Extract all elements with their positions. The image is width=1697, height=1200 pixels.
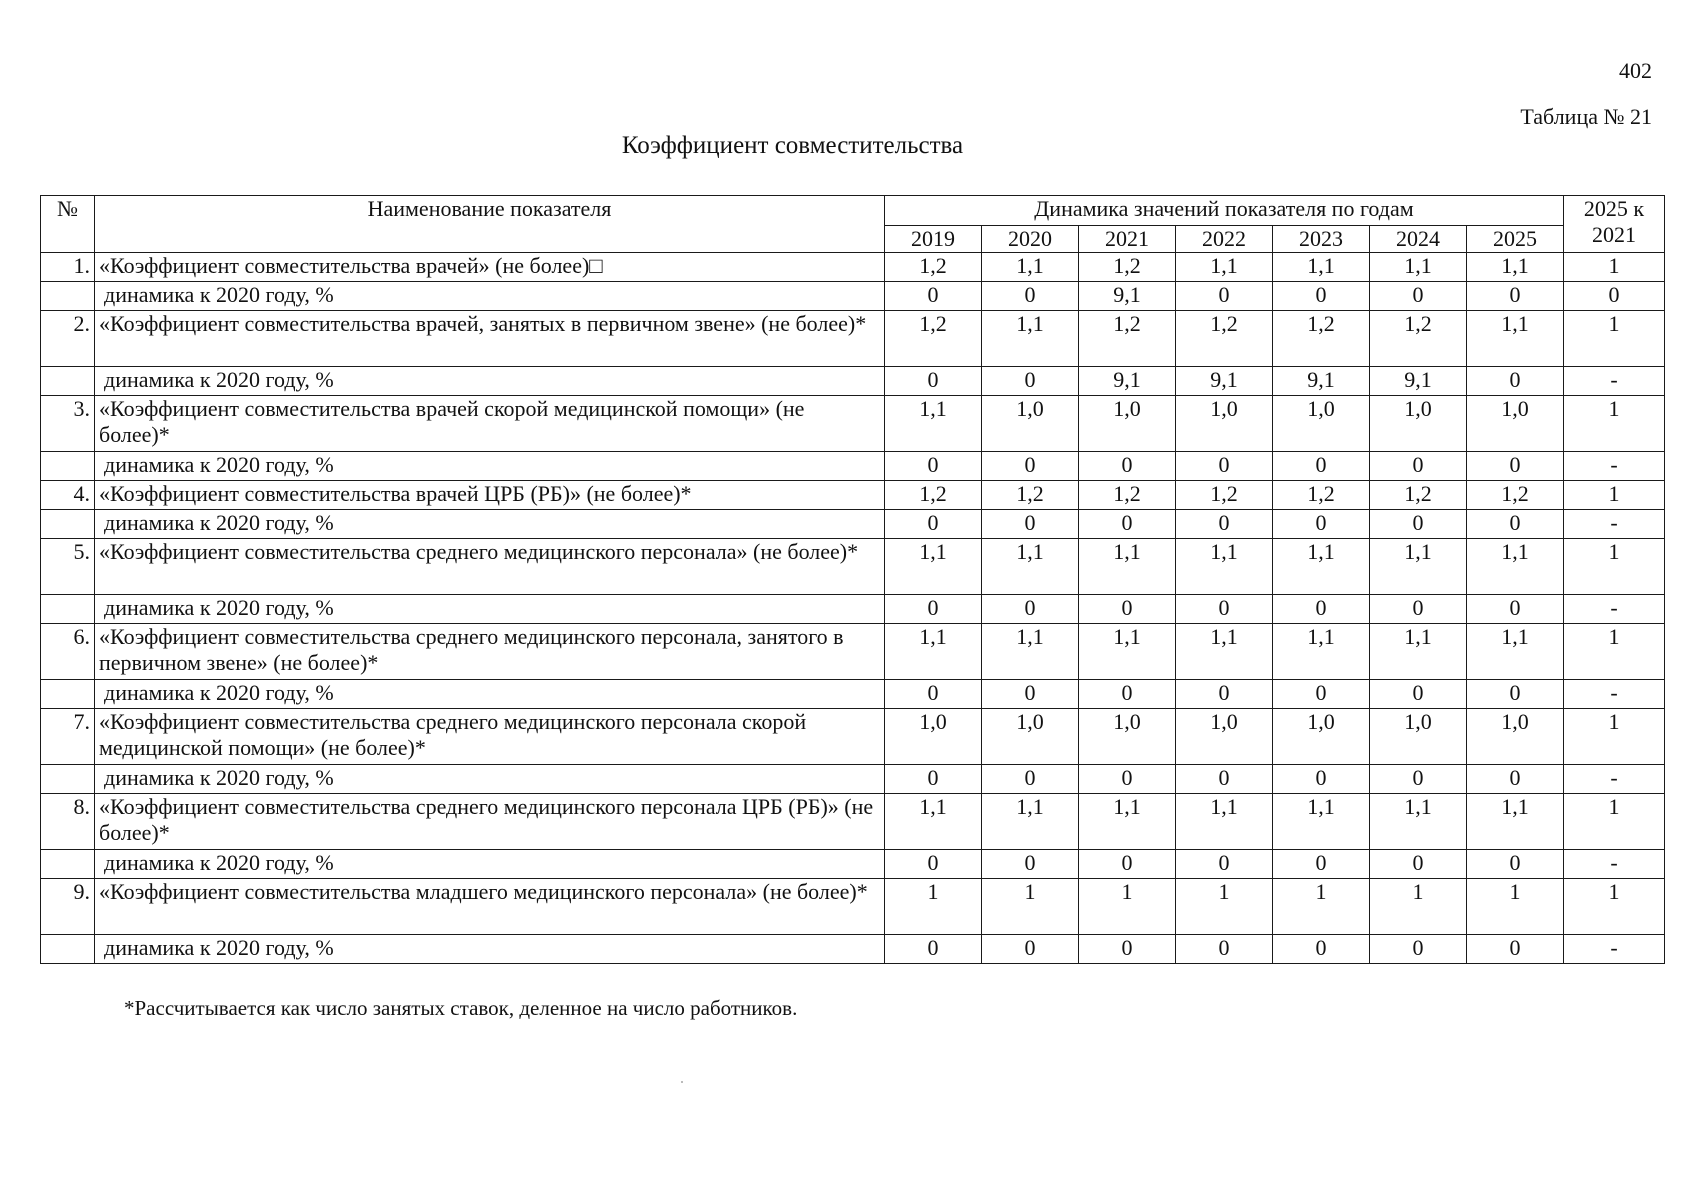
year-value: 1,1 [982, 311, 1079, 367]
dynamics-label: динамика к 2020 году, % [95, 595, 885, 624]
year-value: 1,0 [1370, 396, 1467, 452]
year-value: 1,1 [1273, 624, 1370, 680]
year-value: 1,1 [1370, 624, 1467, 680]
indicator-name: «Коэффициент совместительства врачей» (не более)□ [95, 253, 885, 282]
year-value: 1 [885, 879, 982, 935]
dynamics-label: динамика к 2020 году, % [95, 765, 885, 794]
year-value: 1,2 [1176, 481, 1273, 510]
ratio-value: 1 [1564, 481, 1665, 510]
dynamics-label: динамика к 2020 году, % [95, 367, 885, 396]
year-value: 1,2 [1467, 481, 1564, 510]
year-value: 1,1 [1176, 539, 1273, 595]
year-value: 9,1 [1273, 367, 1370, 396]
row-number: 5. [41, 539, 95, 595]
year-value: 0 [885, 850, 982, 879]
indicator-name: «Коэффициент совместительства врачей ЦРБ (РБ)» (не более)* [95, 481, 885, 510]
dynamics-row [41, 595, 1665, 624]
year-value: 0 [1176, 680, 1273, 709]
year-value: 9,1 [1176, 367, 1273, 396]
year-value: 1,2 [1370, 481, 1467, 510]
year-value: 1,1 [1176, 253, 1273, 282]
year-value: 1,1 [885, 794, 982, 850]
year-value: 1,0 [982, 709, 1079, 765]
header-year: 2020 [982, 226, 1079, 253]
year-value: 0 [1273, 680, 1370, 709]
year-value: 1,2 [1273, 311, 1370, 367]
header-year: 2019 [885, 226, 982, 253]
row-number [41, 282, 95, 311]
dynamics-label: динамика к 2020 году, % [95, 850, 885, 879]
year-value: 0 [885, 680, 982, 709]
year-value: 1,1 [1467, 794, 1564, 850]
year-value: 1,2 [1079, 481, 1176, 510]
year-value: 1,1 [1370, 253, 1467, 282]
year-value: 0 [1176, 935, 1273, 964]
year-value: 0 [1079, 765, 1176, 794]
ratio-value: 1 [1564, 396, 1665, 452]
footnote: *Рассчитывается как число занятых ставок, деленное на число работников. [124, 996, 798, 1020]
row-number [41, 510, 95, 539]
ratio-value: - [1564, 367, 1665, 396]
year-value: 0 [1370, 765, 1467, 794]
row-number: 4. [41, 481, 95, 510]
year-value: 0 [1079, 850, 1176, 879]
dynamics-label: динамика к 2020 году, % [95, 282, 885, 311]
year-value: 1,0 [1176, 709, 1273, 765]
ratio-value: - [1564, 765, 1665, 794]
indicator-name: «Коэффициент совместительства среднего медицинского персонала ЦРБ (РБ)» (не более)* [95, 794, 885, 850]
year-value: 0 [1176, 282, 1273, 311]
year-value: 1,2 [1273, 481, 1370, 510]
year-value: 1,2 [1079, 253, 1176, 282]
ratio-value: 1 [1564, 624, 1665, 680]
year-value: 1,0 [1370, 709, 1467, 765]
indicator-name: «Коэффициент совместительства среднего медицинского персонала скорой медицинской помощи» (не более)* [95, 709, 885, 765]
ratio-value: - [1564, 452, 1665, 481]
year-value: 1,0 [1273, 396, 1370, 452]
year-value: 1,1 [1467, 539, 1564, 595]
year-value: 0 [982, 850, 1079, 879]
year-value: 0 [1079, 510, 1176, 539]
dynamics-row [41, 680, 1665, 709]
year-value: 1,2 [1079, 311, 1176, 367]
year-value: 0 [1273, 935, 1370, 964]
year-value: 0 [1370, 680, 1467, 709]
year-value: 0 [982, 935, 1079, 964]
year-value: 0 [982, 452, 1079, 481]
year-value: 1,1 [1273, 539, 1370, 595]
year-value: 0 [885, 935, 982, 964]
year-value: 0 [1176, 510, 1273, 539]
year-value: 0 [982, 367, 1079, 396]
row-number: 9. [41, 879, 95, 935]
scan-speck [681, 1081, 683, 1083]
year-value: 0 [1370, 850, 1467, 879]
ratio-value: 1 [1564, 709, 1665, 765]
ratio-value: - [1564, 935, 1665, 964]
row-number [41, 935, 95, 964]
year-value: 1,0 [1176, 396, 1273, 452]
year-value: 1,1 [1467, 311, 1564, 367]
year-value: 0 [1467, 680, 1564, 709]
header-year: 2025 [1467, 226, 1564, 253]
year-value: 1,0 [1079, 709, 1176, 765]
year-value: 1,0 [1079, 396, 1176, 452]
document-title: Коэффициент совместительства [621, 132, 964, 159]
indicator-row [41, 481, 1665, 510]
dynamics-row [41, 850, 1665, 879]
indicator-row [41, 253, 1665, 282]
year-value: 0 [1273, 452, 1370, 481]
year-value: 1,1 [1176, 624, 1273, 680]
year-value: 1 [982, 879, 1079, 935]
year-value: 1,2 [1176, 311, 1273, 367]
indicator-table [40, 195, 1665, 964]
row-number [41, 367, 95, 396]
year-value: 0 [1273, 282, 1370, 311]
year-value: 0 [1273, 850, 1370, 879]
year-value: 1 [1176, 879, 1273, 935]
year-value: 0 [1467, 765, 1564, 794]
row-number: 6. [41, 624, 95, 680]
year-value: 1,0 [982, 396, 1079, 452]
year-value: 1 [1370, 879, 1467, 935]
year-value: 1,0 [1467, 709, 1564, 765]
indicator-name: «Коэффициент совместительства среднего медицинского персонала» (не более)* [95, 539, 885, 595]
year-value: 1,0 [885, 709, 982, 765]
indicator-name: «Коэффициент совместительства младшего медицинского персонала» (не более)* [95, 879, 885, 935]
year-value: 1,2 [885, 481, 982, 510]
header-year: 2022 [1176, 226, 1273, 253]
ratio-value: 1 [1564, 253, 1665, 282]
year-value: 9,1 [1079, 282, 1176, 311]
header-year: 2023 [1273, 226, 1370, 253]
year-value: 0 [1467, 850, 1564, 879]
row-number [41, 680, 95, 709]
ratio-value: - [1564, 680, 1665, 709]
year-value: 0 [885, 367, 982, 396]
page-number: 402 [1619, 58, 1652, 83]
table-label: Таблица № 21 [1520, 104, 1652, 129]
row-number: 8. [41, 794, 95, 850]
year-value: 1,0 [1467, 396, 1564, 452]
year-value: 0 [982, 282, 1079, 311]
indicator-row [41, 311, 1665, 367]
ratio-value: - [1564, 510, 1665, 539]
year-value: 1,1 [1079, 539, 1176, 595]
year-value: 1,1 [982, 624, 1079, 680]
year-value: 0 [1079, 935, 1176, 964]
row-number: 1. [41, 253, 95, 282]
dynamics-row [41, 765, 1665, 794]
year-value: 1,0 [1273, 709, 1370, 765]
year-value: 0 [1370, 510, 1467, 539]
year-value: 0 [1273, 765, 1370, 794]
row-number: 2. [41, 311, 95, 367]
row-number: 7. [41, 709, 95, 765]
year-value: 1 [1079, 879, 1176, 935]
indicator-name: «Коэффициент совместительства врачей, занятых в первичном звене» (не более)* [95, 311, 885, 367]
ratio-value: - [1564, 595, 1665, 624]
year-value: 0 [1273, 510, 1370, 539]
year-value: 1,1 [1079, 794, 1176, 850]
year-value: 0 [1176, 850, 1273, 879]
year-value: 0 [1467, 510, 1564, 539]
year-value: 1 [1273, 879, 1370, 935]
year-value: 1,2 [1370, 311, 1467, 367]
indicator-name: «Коэффициент совместительства среднего медицинского персонала, занятого в первичном звене» (не более)* [95, 624, 885, 680]
dynamics-label: динамика к 2020 году, % [95, 510, 885, 539]
year-value: 1,1 [885, 539, 982, 595]
year-value: 0 [1370, 595, 1467, 624]
year-value: 0 [1079, 595, 1176, 624]
year-value: 0 [885, 452, 982, 481]
year-value: 1,1 [1273, 253, 1370, 282]
year-value: 1,1 [1370, 539, 1467, 595]
year-value: 1,1 [1370, 794, 1467, 850]
year-value: 0 [1467, 367, 1564, 396]
year-value: 1,1 [1079, 624, 1176, 680]
year-value: 0 [1273, 595, 1370, 624]
indicator-row [41, 709, 1665, 765]
year-value: 1,2 [982, 481, 1079, 510]
header-dynamics: Динамика значений показателя по годам [885, 196, 1564, 226]
indicator-row [41, 624, 1665, 680]
row-number [41, 765, 95, 794]
dynamics-row [41, 282, 1665, 311]
ratio-value: 1 [1564, 539, 1665, 595]
year-value: 1,1 [1467, 253, 1564, 282]
year-value: 9,1 [1079, 367, 1176, 396]
dynamics-label: динамика к 2020 году, % [95, 935, 885, 964]
header-ratio: 2025 к 2021 [1564, 196, 1665, 253]
year-value: 1,1 [982, 794, 1079, 850]
year-value: 1,1 [885, 624, 982, 680]
dynamics-row [41, 935, 1665, 964]
year-value: 0 [982, 595, 1079, 624]
year-value: 1,1 [982, 539, 1079, 595]
ratio-value: - [1564, 850, 1665, 879]
dynamics-row [41, 510, 1665, 539]
indicator-row [41, 539, 1665, 595]
ratio-value: 0 [1564, 282, 1665, 311]
header-year: 2021 [1079, 226, 1176, 253]
year-value: 0 [885, 510, 982, 539]
year-value: 1 [1467, 879, 1564, 935]
year-value: 1,1 [1176, 794, 1273, 850]
year-value: 1,1 [1467, 624, 1564, 680]
ratio-value: 1 [1564, 794, 1665, 850]
dynamics-label: динамика к 2020 году, % [95, 452, 885, 481]
year-value: 0 [1079, 452, 1176, 481]
year-value: 0 [1176, 765, 1273, 794]
ratio-value: 1 [1564, 311, 1665, 367]
year-value: 0 [1079, 680, 1176, 709]
year-value: 0 [1467, 282, 1564, 311]
year-value: 1,1 [982, 253, 1079, 282]
dynamics-label: динамика к 2020 году, % [95, 680, 885, 709]
indicator-row [41, 794, 1665, 850]
header-year: 2024 [1370, 226, 1467, 253]
indicator-row [41, 879, 1665, 935]
year-value: 0 [1370, 452, 1467, 481]
year-value: 1,2 [885, 253, 982, 282]
header-name: Наименование показателя [95, 196, 885, 253]
year-value: 0 [1176, 595, 1273, 624]
year-value: 0 [1467, 595, 1564, 624]
year-value: 0 [982, 680, 1079, 709]
year-value: 0 [885, 282, 982, 311]
year-value: 1,1 [885, 396, 982, 452]
year-value: 0 [1467, 935, 1564, 964]
dynamics-row [41, 452, 1665, 481]
year-value: 0 [982, 510, 1079, 539]
row-number [41, 850, 95, 879]
year-value: 0 [982, 765, 1079, 794]
indicator-name: «Коэффициент совместительства врачей скорой медицинской помощи» (не более)* [95, 396, 885, 452]
year-value: 0 [885, 595, 982, 624]
indicator-row [41, 396, 1665, 452]
year-value: 9,1 [1370, 367, 1467, 396]
year-value: 0 [1370, 282, 1467, 311]
year-value: 0 [1176, 452, 1273, 481]
header-number: № [41, 196, 95, 253]
year-value: 0 [1467, 452, 1564, 481]
row-number: 3. [41, 396, 95, 452]
row-number [41, 452, 95, 481]
row-number [41, 595, 95, 624]
year-value: 0 [1370, 935, 1467, 964]
year-value: 1,1 [1273, 794, 1370, 850]
year-value: 0 [885, 765, 982, 794]
year-value: 1,2 [885, 311, 982, 367]
dynamics-row [41, 367, 1665, 396]
ratio-value: 1 [1564, 879, 1665, 935]
